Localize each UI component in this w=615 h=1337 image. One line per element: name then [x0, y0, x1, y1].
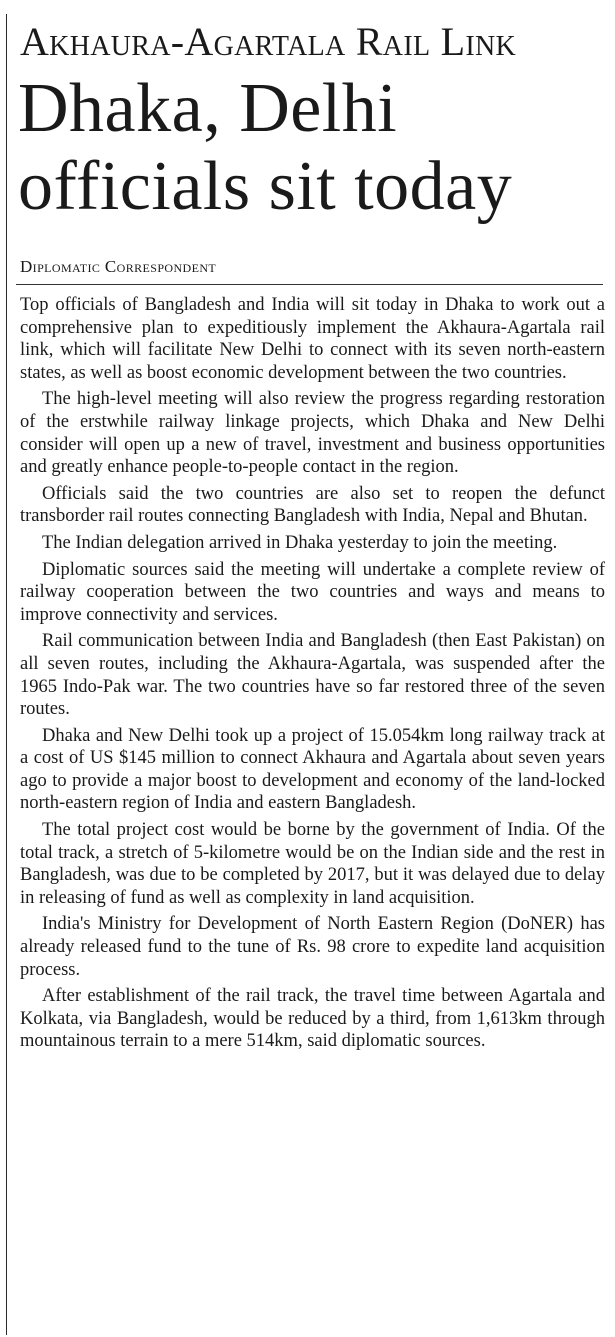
article-paragraph: Rail communication between India and Bangladesh (then East Pakistan) on all seven routes, including the Akhaura-Agartala, was suspended after the 1965 Indo-Pak war. The two countries have so far restored three of the seven routes.	[20, 631, 605, 720]
article-kicker: Akhaura-Agartala Rail Link	[20, 19, 517, 64]
article-paragraph: India's Ministry for Development of North Eastern Region (DoNER) has already released fund to the tune of Rs. 98 crore to expedite land acquisition process.	[20, 914, 605, 980]
article-body	[20, 294, 605, 1057]
article-paragraph: Officials said the two countries are also set to reopen the defunct transborder rail routes connecting Bangladesh with India, Nepal and Bhutan.	[20, 483, 605, 527]
byline-divider	[16, 284, 603, 285]
article-paragraph: The high-level meeting will also review the progress regarding restoration of the erstwhile railway linkage projects, which Dhaka and New Delhi consider will open up a new of travel, investment and business opportunities and greatly enhance people-to-people contact in the region.	[20, 389, 605, 478]
article-byline: Diplomatic Correspondent	[20, 257, 217, 276]
article-paragraph: Diplomatic sources said the meeting will undertake a complete review of railway cooperation between the two countries and ways and means to improve connectivity and services.	[20, 559, 605, 625]
article-paragraph: Dhaka and New Delhi took up a project of 15.054km long railway track at a cost of US $145 million to connect Akhaura and Agartala about seven years ago to provide a major boost to development and economy of the land-locked north-eastern region of India and eastern Bangladesh.	[20, 725, 605, 814]
column-rule	[6, 14, 7, 1335]
article-headline: Dhaka, Delhi officials sit today	[18, 70, 513, 225]
article-paragraph: Top officials of Bangladesh and India will sit today in Dhaka to work out a comprehensive plan to expeditiously implement the Akhaura-Agartala rail link, which will facilitate New Delhi to connect with its seven north-eastern states, as well as boost economic development between the two countries.	[20, 295, 605, 383]
article-paragraph: The total project cost would be borne by the government of India. Of the total track, a stretch of 5-kilometre would be on the Indian side and the rest in Bangladesh, was due to be completed by 2017, but it was delayed due to delay in releasing of fund as well as complexity in land acquisition.	[20, 820, 605, 908]
article-paragraph: The Indian delegation arrived in Dhaka yesterday to join the meeting.	[42, 532, 558, 553]
article-paragraph: After establishment of the rail track, the travel time between Agartala and Kolkata, via Bangladesh, would be reduced by a third, from 1,613km through mountainous terrain to a mere 514km, said diplomatic sources.	[20, 986, 605, 1052]
